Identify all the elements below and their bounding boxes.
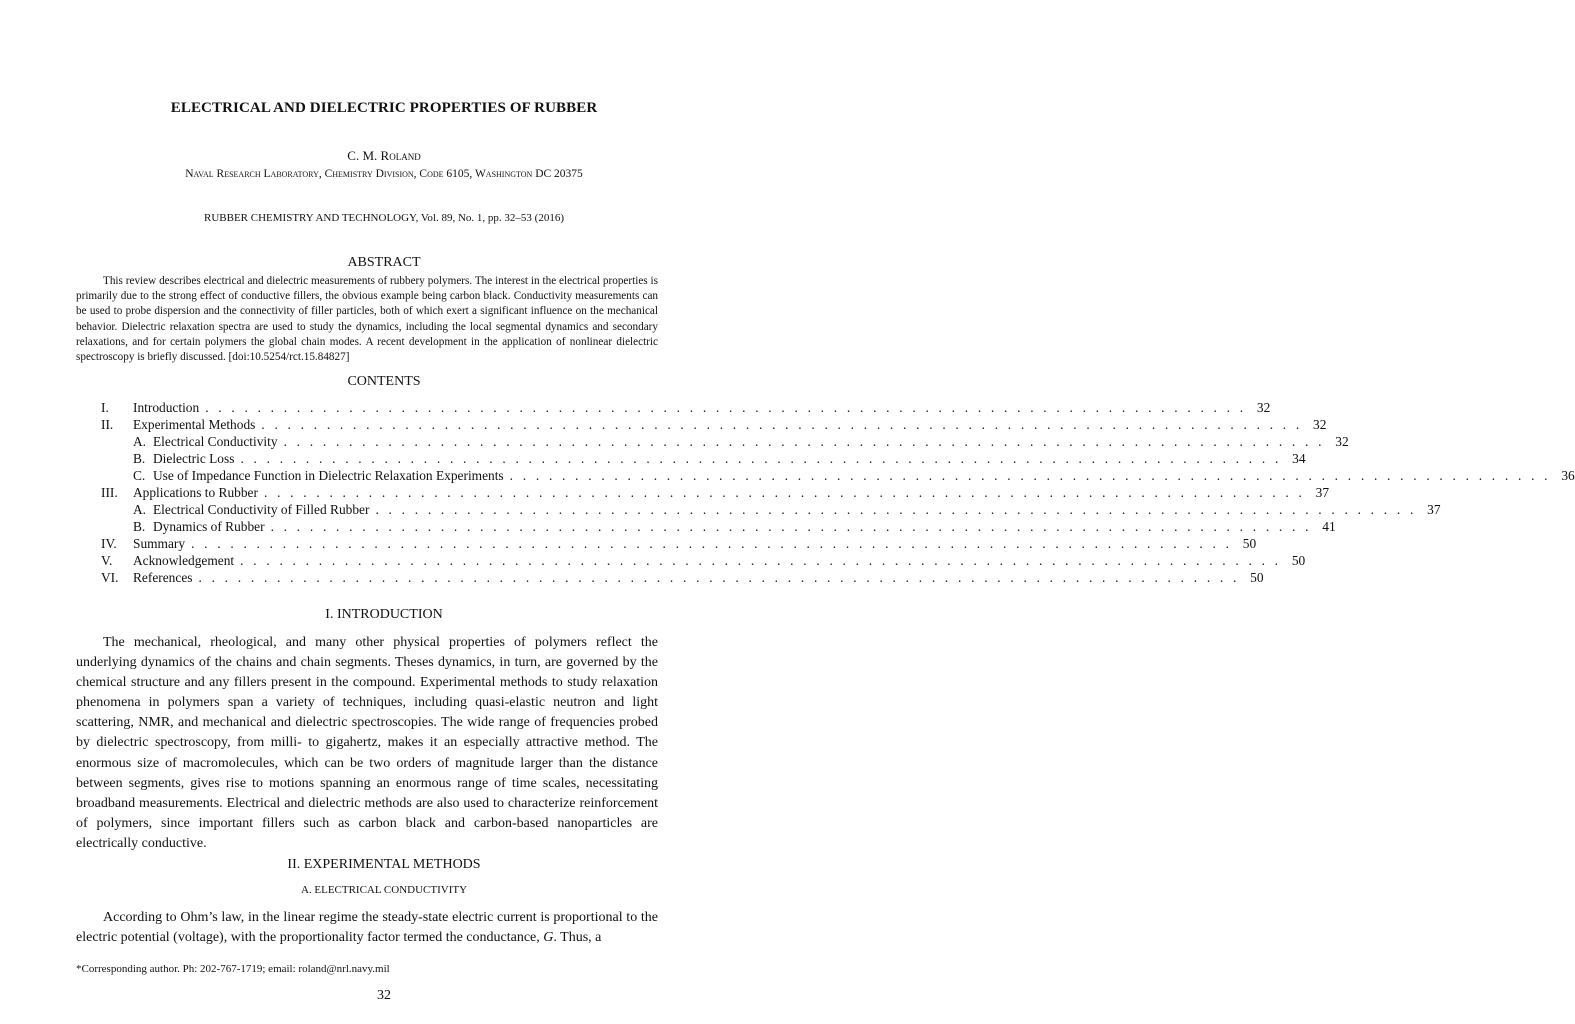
page-number: 32 <box>377 988 391 1003</box>
toc-entry-page: 37 <box>1427 502 1441 517</box>
toc-entry-label: Dielectric Loss <box>153 451 235 466</box>
affiliation-text: Naval Research Laboratory, Chemistry Division, Code 6105, Washington DC 20375 <box>185 168 583 180</box>
toc-entry-number: I. <box>101 400 109 415</box>
toc-entry-page: 37 <box>1315 485 1330 500</box>
toc-entry <box>101 518 1336 535</box>
toc-entry <box>101 501 1441 518</box>
author-name <box>0 148 768 164</box>
toc-dot-leader: . . . . . . . . . . . . . . . . . . . . . . . . . . . . . . . . . . . . . . . . . . . . . . . . . . . . . . . . . . . . . . . . . . . . . . . . . . . . . . . . <box>270 519 1312 534</box>
toc-entry-number: V. <box>101 553 113 568</box>
toc-entry-label: References <box>133 570 193 585</box>
author-affiliation <box>0 168 768 180</box>
toc-entry-label: Applications to Rubber <box>133 485 258 500</box>
contents-heading: CONTENTS <box>347 374 421 389</box>
toc-dot-leader: . . . . . . . . . . . . . . . . . . . . . . . . . . . . . . . . . . . . . . . . . . . . . . . . . . . . . . . . . . . . . . . . . . . . . . . . . . . . . . . . <box>261 417 1303 432</box>
corresponding-author-footnote: *Corresponding author. Ph: 202-767-1719; email: roland@nrl.navy.mil <box>76 963 390 975</box>
toc-entry <box>101 467 1575 484</box>
toc-dot-leader: . . . . . . . . . . . . . . . . . . . . . . . . . . . . . . . . . . . . . . . . . . . . . . . . . . . . . . . . . . . . . . . . . . . . . . . . . . . . . . . . <box>198 570 1240 585</box>
toc-entry-number: IV. <box>101 536 117 551</box>
toc-entry-page: 50 <box>1242 536 1257 551</box>
toc-dot-leader: . . . . . . . . . . . . . . . . . . . . . . . . . . . . . . . . . . . . . . . . . . . . . . . . . . . . . . . . . . . . . . . . . . . . . . . . . . . . . . . . <box>375 502 1417 517</box>
toc-entry <box>101 450 1306 467</box>
toc-entry-subletter: A. <box>133 502 147 517</box>
toc-entry-subletter: A. <box>133 434 147 449</box>
ohms-law-text-end: . Thus, a <box>553 930 602 946</box>
toc-dot-leader: . . . . . . . . . . . . . . . . . . . . . . . . . . . . . . . . . . . . . . . . . . . . . . . . . . . . . . . . . . . . . . . . . . . . . . . . . . . . . . . . <box>205 400 1247 415</box>
toc-entry-subletter: C. <box>133 468 146 483</box>
conductance-symbol: G <box>543 930 554 946</box>
toc-entry <box>101 535 1257 552</box>
toc-entry-label: Summary <box>133 536 186 551</box>
toc-entry-page: 32 <box>1335 434 1349 449</box>
toc-entry-label: Experimental Methods <box>133 417 256 432</box>
toc-entry-label: Introduction <box>133 400 200 415</box>
toc-entry <box>101 399 1271 416</box>
abstract-heading: ABSTRACT <box>347 255 421 270</box>
ohms-law-text: According to Ohm’s law, in the linear regime the steady-state electric current is proportional to the electric potential (voltage), with the proportionality factor termed the conductance, <box>76 910 658 946</box>
toc-entry-page: 32 <box>1313 417 1327 432</box>
journal-citation: RUBBER CHEMISTRY AND TECHNOLOGY, Vol. 89, No. 1, pp. 32–53 (2016) <box>204 212 564 224</box>
table-of-contents <box>101 399 1575 586</box>
toc-dot-leader: . . . . . . . . . . . . . . . . . . . . . . . . . . . . . . . . . . . . . . . . . . . . . . . . . . . . . . . . . . . . . . . . . . . . . . . . . . . . . . . . <box>509 468 1551 483</box>
toc-entry-subletter: B. <box>133 451 146 466</box>
introduction-heading: I. INTRODUCTION <box>325 607 443 622</box>
toc-dot-leader: . . . . . . . . . . . . . . . . . . . . . . . . . . . . . . . . . . . . . . . . . . . . . . . . . . . . . . . . . . . . . . . . . . . . . . . . . . . . . . . . <box>283 434 1325 449</box>
ohms-law-paragraph <box>76 908 658 948</box>
introduction-paragraph: The mechanical, rheological, and many other physical properties of polymers reflect the underlying dynamics of the chains and chain segments. Theses dynamics, in turn, are governed by the chemical structure and any fillers present in the compound. Experimental methods to study relaxation phenomena in polymers span a variety of techniques, including quasi-elastic neutron and light scattering, NMR, and mechanical and dielectric spectroscopies. The wide range of frequencies probed by dielectric spectroscopy, from milli- to gigahertz, makes it an especially attractive method. The enormous size of macromolecules, which can be two orders of magnitude larger than the distance between segments, gives rise to motions spanning an enormous range of time scales, necessitating broadband measurements. Electrical and dielectric methods are also used to characterize reinforcement of polymers, since important fillers such as carbon black and carbon-based nanoparticles are electrically conductive. <box>76 635 658 851</box>
toc-entry-label: Dynamics of Rubber <box>153 519 265 534</box>
toc-entry-number: II. <box>101 417 114 432</box>
paper-title: ELECTRICAL AND DIELECTRIC PROPERTIES OF RUBBER <box>170 100 598 116</box>
toc-entry-page: 32 <box>1256 400 1271 415</box>
toc-dot-leader: . . . . . . . . . . . . . . . . . . . . . . . . . . . . . . . . . . . . . . . . . . . . . . . . . . . . . . . . . . . . . . . . . . . . . . . . . . . . . . . . <box>191 536 1233 551</box>
toc-entry-page: 36 <box>1561 468 1575 483</box>
toc-entry-page: 50 <box>1291 553 1306 568</box>
toc-entry <box>101 433 1349 450</box>
toc-entry-page: 50 <box>1250 570 1264 585</box>
toc-entry <box>101 569 1264 586</box>
toc-entry <box>101 484 1330 501</box>
experimental-methods-heading: II. EXPERIMENTAL METHODS <box>287 857 481 872</box>
toc-entry-page: 34 <box>1292 451 1306 466</box>
toc-dot-leader: . . . . . . . . . . . . . . . . . . . . . . . . . . . . . . . . . . . . . . . . . . . . . . . . . . . . . . . . . . . . . . . . . . . . . . . . . . . . . . . . <box>240 553 1282 568</box>
electrical-conductivity-subheading: A. ELECTRICAL CONDUCTIVITY <box>300 884 468 896</box>
toc-entry-number: VI. <box>101 570 119 585</box>
toc-entry <box>101 552 1306 569</box>
abstract-text: This review describes electrical and dielectric measurements of rubbery polymers. The interest in the electrical properties is primarily due to the strong effect of conductive fillers, the obvious example being carbon black. Conductivity measurements can be used to probe dispersion and the connectivity of filler particles, both of which exert a significant influence on the mechanical behavior. Dielectric relaxation spectra are used to study the dynamics, including the local segmental dynamics and secondary relaxations, and for certain polymers the global chain modes. A recent development in the application of nonlinear dielectric spectroscopy is briefly discussed. [doi:10.5254/rct.15.84827] <box>76 275 658 364</box>
toc-dot-leader: . . . . . . . . . . . . . . . . . . . . . . . . . . . . . . . . . . . . . . . . . . . . . . . . . . . . . . . . . . . . . . . . . . . . . . . . . . . . . . . . <box>263 485 1306 500</box>
toc-entry-label: Electrical Conductivity <box>153 434 278 449</box>
toc-entry-subletter: B. <box>133 519 146 534</box>
toc-entry <box>101 416 1327 433</box>
toc-entry-page: 41 <box>1322 519 1336 534</box>
toc-entry-label: Acknowledgement <box>133 553 235 568</box>
toc-entry-label: Electrical Conductivity of Filled Rubber <box>153 502 370 517</box>
toc-entry-label: Use of Impedance Function in Dielectric Relaxation Experiments <box>153 468 504 483</box>
toc-entry-number: III. <box>101 485 118 500</box>
author-text: C. M. Roland <box>347 148 421 163</box>
toc-dot-leader: . . . . . . . . . . . . . . . . . . . . . . . . . . . . . . . . . . . . . . . . . . . . . . . . . . . . . . . . . . . . . . . . . . . . . . . . . . . . . . . . <box>240 451 1282 466</box>
